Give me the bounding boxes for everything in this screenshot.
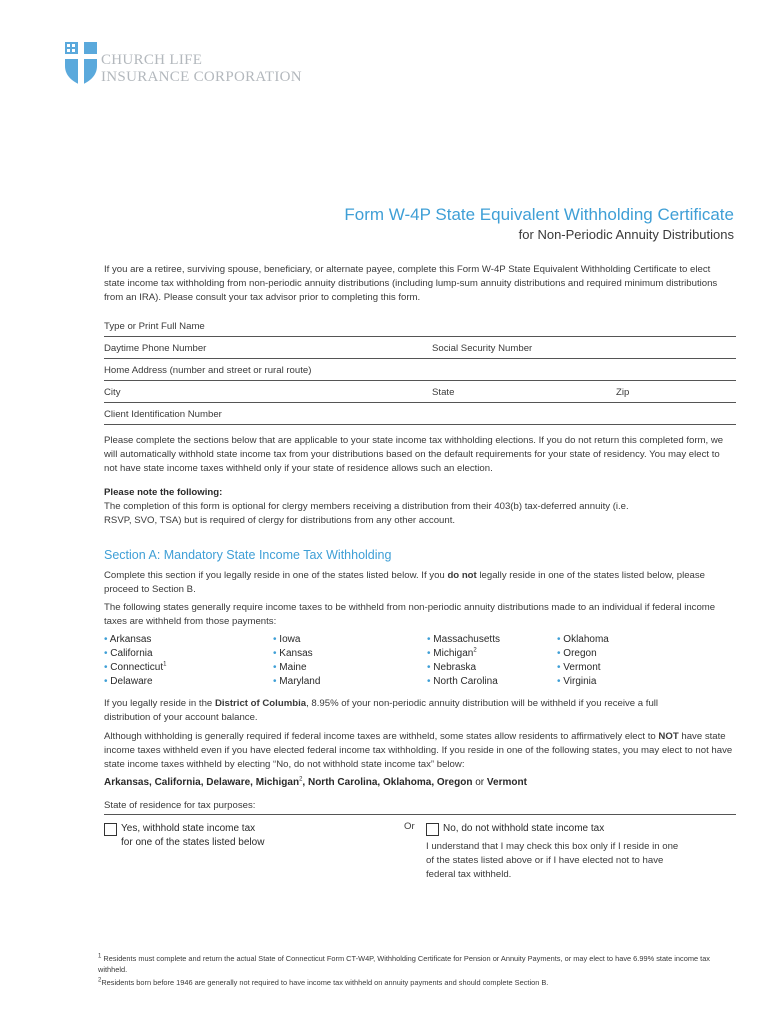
phone-ssn-field[interactable]	[104, 358, 736, 359]
opt-out-states: Arkansas, California, Delaware, Michigan$^2$, North Carolina, Oklahoma, Oregon or Vermont	[104, 776, 527, 788]
state-item: • Connecticut$^1$	[104, 661, 167, 673]
opt-out-paragraph: Although withholding is generally required if federal income taxes are withheld, some states allow residents to affirmatively elect to NOT have state income taxes withheld even if you have elected federal income tax withholding. If you reside in one of the following states, you may elect to not have state income taxes withheld by electing “No, do not withhold state income tax” below:	[104, 731, 733, 770]
no-withhold-label: No, do not withhold state income tax	[443, 823, 605, 834]
states-column-2	[273, 633, 320, 689]
state-item: • Iowa	[273, 634, 301, 645]
footnote-ref-2: 2	[299, 776, 303, 783]
or-label: Or	[404, 821, 415, 832]
note-heading: Please note the following:	[104, 487, 223, 498]
form-subtitle: for Non-Periodic Annuity Distributions	[518, 227, 734, 242]
address-label: Home Address (number and street or rural route)	[104, 365, 312, 376]
state-item: • Oregon	[557, 648, 597, 659]
state-item: • Delaware	[104, 676, 153, 687]
footnote-2: $^2$Residents born before 1946 are generally not required to have income tax withheld on annuity payments and should complete Section B.	[98, 977, 549, 987]
yes-withhold-label: Yes, withhold state income tax for one of the states listed below	[121, 823, 265, 848]
footnote-ref-1: 1	[163, 661, 167, 668]
state-item: • Massachusetts	[427, 634, 500, 645]
note-text: The completion of this form is optional for clergy members receiving a distribution from their 403(b) tax-deferred annuity (i.e. RSVP, SVO, TSA) but is required of clergy for distributions from any other account.	[104, 501, 629, 526]
section-a-title: Section A: Mandatory State Income Tax Withholding	[104, 548, 392, 562]
city-state-zip-field[interactable]	[104, 402, 736, 403]
address-field[interactable]	[104, 380, 736, 381]
phone-label: Daytime Phone Number	[104, 343, 207, 354]
section-a-intro: Complete this section if you legally reside in one of the states listed below. If you do not legally reside in one of the states listed below, please proceed to Section B.	[104, 570, 706, 595]
state-item: • North Carolina	[427, 676, 498, 687]
yes-withhold-checkbox[interactable]	[104, 823, 117, 836]
full-name-field[interactable]	[104, 336, 736, 337]
state-label: State	[432, 387, 455, 398]
no-withhold-note: I understand that I may check this box only if I reside in one of the states listed above or if I have elected not to have federal tax withheld.	[426, 841, 679, 880]
state-item: • Maine	[273, 662, 307, 673]
form-title: Form W-4P State Equivalent Withholding Certificate	[344, 205, 734, 224]
logo-line-1: CHURCH LIFE	[101, 52, 203, 68]
state-item: • Maryland	[273, 676, 321, 687]
full-name-label: Type or Print Full Name	[104, 321, 205, 332]
instructions-paragraph: Please complete the sections below that are applicable to your state income tax withholding elections. If you do not return this completed form, we will automatically withhold state income tax from your distributions based on the default requirements for your state of residency. You may elect to not have state income taxes withheld only if your state of residence allows such an election.	[104, 435, 724, 474]
ssn-label: Social Security Number	[432, 343, 533, 354]
state-item: • Kansas	[273, 648, 313, 659]
client-id-field[interactable]	[104, 424, 736, 425]
state-item: • California	[104, 648, 153, 659]
states-column-4	[557, 633, 609, 689]
state-item: • Vermont	[557, 662, 601, 673]
state-item: • Nebraska	[427, 662, 477, 673]
states-column-1	[104, 633, 166, 689]
no-withhold-checkbox[interactable]	[426, 823, 439, 836]
church-life-logo	[63, 40, 323, 85]
state-item: • Arkansas	[104, 634, 152, 645]
dc-paragraph: If you legally reside in the District of Columbia, 8.95% of your non-periodic annuity distribution will be withheld if you receive a full distribution of your account balance.	[104, 698, 659, 723]
city-label: City	[104, 387, 121, 398]
shield-cross-icon	[63, 40, 99, 86]
logo-line-2: INSURANCE CORPORATION	[101, 69, 302, 85]
state-item: • Oklahoma	[557, 634, 609, 645]
state-item: • Virginia	[557, 676, 597, 687]
residence-field[interactable]	[104, 814, 736, 815]
intro-paragraph: If you are a retiree, surviving spouse, beneficiary, or alternate payee, complete this Form W-4P State Equivalent Withholding Certificate to elect state income tax withholding from non-periodic annuity distributions (including lump-sum annuity distributions and required minimum distributions from an IRA). Please consult your tax advisor prior to completing this form.	[104, 264, 718, 303]
states-column-3	[427, 633, 500, 689]
zip-label: Zip	[616, 387, 630, 398]
state-item: • Michigan$^2$	[427, 647, 477, 659]
residence-label: State of residence for tax purposes:	[104, 800, 256, 811]
section-a-states-intro: The following states generally require income taxes to be withheld from non-periodic annuity distributions made to an individual if federal income taxes are withheld from those payments:	[104, 602, 716, 627]
footnote-ref-2: 2	[473, 647, 477, 654]
footnote-1: $^1$ Residents must complete and return the actual State of Connecticut Form CT-W4P, Withholding Certificate for Pension or Annuity Payments, or may elect to have 6.99% state income tax withheld.	[98, 953, 711, 974]
client-id-label: Client Identification Number	[104, 409, 222, 420]
